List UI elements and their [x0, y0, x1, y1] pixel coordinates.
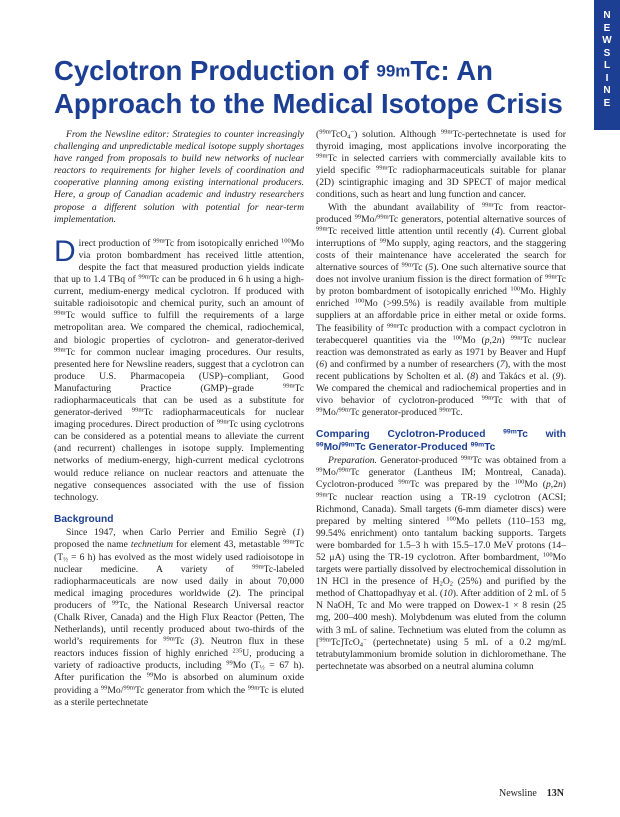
editor-intro: From the Newsline editor: Strategies to counter increasingly challenging and unpredictable medical isotope supply shortages have ranged from proposals to build new networks of nuclear reactors to requirements for higher levels of coordination and cooperative planning among existing international producers. Here, a group of Canadian academic and industry researchers propose a different solution with potential for near-term implementation. [54, 129, 304, 225]
article-title: Cyclotron Production of $^{99m}$Tc: An Approach to the Medical Isotope Crisis [54, 55, 563, 119]
right-paragraph-2: With the abundant availability of $^{99m}$Tc from reactor-produced $^{99}$Mo/$^{99m}$Tc generators, potential alternative sources of $^{99m}$Tc received little attention until recently (4). Current global interruptions of $^{99}$Mo supply, aging reactors, and the staggering costs of their maintenance have accelerated the search for alternative sources of $^{99m}$Tc (5). One such alternative source that does not involve uranium fission is the direct formation of $^{99m}$Tc by proton bombardment of isotopically enriched $^{100}$Mo. Highly enriched $^{100}$Mo (>99.5%) is readily available from multiple suppliers at an affordable price in either metal or oxide forms. The feasibility of $^{99m}$Tc production with a compact cyclotron in terabecquerel quantities via the $^{100}$Mo (p,2n) $^{99m}$Tc nuclear reaction was demonstrated as early as 1971 by Beaver and Hupf (6) and confirmed by a number of researchers (7), with the most recent publications by Scholten et al. (8) and Takács et al. (9). We compared the chemical and radiochemical properties and in vivo behavior of cyclotron-produced $^{99m}$Tc with that of $^{99}$Mo/$^{99m}$Tc generator-produced $^{99m}$Tc. [316, 201, 567, 419]
lead-paragraph [54, 234, 305, 504]
right-column [316, 129, 566, 673]
left-column [54, 129, 304, 709]
background-paragraph: Since 1947, when Carlo Perrier and Emilio Segrè (1) proposed the name technetium for element 43, metastable $^{99m}$Tc ($T_{\frac{1}{2}} = 6$ h) has evolved as the most widely used radioisotope in nuclear medicine. A variety of $^{99m}$Tc-labeled radiopharmaceuticals are now used daily in about 70,000 medical imaging procedures worldwide (2). The principal producers of $^{99}$Tc, the National Research Universal reactor (Chalk River, Canada) and the High Flux Reactor (Petten, The Netherlands), until recently produced about two-thirds of the world’s requirements for $^{99m}$Tc (3). Neutron flux in these reactors induces fission of highly enriched $^{235}$U, producing a variety of radioactive products, including $^{99}$Mo ($T_{\frac{1}{2}} = 67$ h). After purification the $^{99}$Mo is absorbed on aluminum oxide providing a $^{99}$Mo/$^{99m}$Tc generator from which the $^{99m}$Tc is eluted as a sterile pertechnetate [54, 527, 305, 708]
section-tab-label: N E W S L I N E [602, 10, 612, 109]
page-footer [499, 788, 564, 799]
preparation-paragraph: Preparation. Generator-produced $^{99m}$Tc was obtained from a $^{99}$Mo/$^{99m}$Tc generator (Lantheus IM; Montreal, Canada). Cyclotron-produced $^{99m}$Tc was prepared by the $^{100}$Mo (p,2n) $^{99m}$Tc nuclear reaction using a TR-19 cyclotron (ACSI; Richmond, Canada). Small targets (6-mm diameter discs) were prepared by melting sintered $^{100}$Mo pellets (110–153 mg, 99.54% enrichment) onto tantalum backing supports. Targets were bombarded for 1.5–3 h with 15.5–17.0 MeV protons (14–52 μA) using the TR-19 cyclotron. After bombardment, $^{100}$Mo targets were partially dissolved by electrochemical dissolution in 1N HCl in the presence of $H_2O_2$ (25%) and purified by the method of Chattopadhyay et al. (10). After addition of 2 mL of 5 N NaOH, Tc and Mo were trapped on Dowex-1 × 8 resin (25 mg, 200–400 mesh). Molybdenum was eluted from the column with 3 mL of saline. Technetium was eluted from the column as [$^{99m}$Tc]TcO$_4$− (pertechnetate) using 5 mL of a 0.2 mg/mL tetrabutylammonium bromide solution in dichloromethane. The pertechnetate was absorbed on a neutral alumina column [316, 454, 566, 672]
page-number: 13N [546, 788, 564, 799]
comparing-heading: Comparing Cyclotron-Produced $^{99m}$Tc with $^{99}$Mo/$^{99m}$Tc Generator-Produced $^{99m}$Tc [316, 428, 566, 453]
background-heading: Background [54, 513, 114, 525]
drop-cap: D [54, 234, 76, 268]
footer-section: Newsline [498, 788, 537, 799]
right-paragraph-1: ($^{99m}$TcO$_4$−) solution. Although $^{99m}$Tc-pertechnetate is used for thyroid imaging, most applications involve incorporating the $^{99m}$Tc in selected carriers with commercially available kits to yield specific $^{99m}$Tc radiopharmaceuticals suitable for planar (2D) scintigraphic imaging and 3D SPECT of major medical conditions, such as heart and lung function and cancer. [316, 128, 567, 201]
lead-text: irect production of $^{99m}$Tc from isotopically enriched $^{100}$Mo via proton bombardment has received little attention, despite the fact that measured production yields indicate that up to 1.4 TBq of $^{99m}$Tc can be produced in 6 h using a high-current, medium-energy medical cyclotron. If produced with suitable radioisotopic and chemical purity, such an amount of $^{99m}$Tc would suffice to fulfill the requirements of a large metropolitan area. We compared the chemical, radiochemical, and biologic properties of cyclotron- and generator-derived $^{99m}$Tc for common nuclear imaging procedures. Our results, presented here for Newsline readers, suggest that a cyclotron can produce U.S. Pharmacopeia (USP)–compliant, Good Manufacturing Practice (GMP)–grade $^{99m}$Tc radiopharmaceuticals that can be used as a substitute for generator-derived $^{99m}$Tc radiopharmaceuticals for nuclear imaging procedures. Direct production of $^{99m}$Tc using cyclotrons can be considered as a potential means to alleviate the current (and recurrent) challenges in isotope supply. Implementing networks of medium-energy, high-current medical cyclotrons would reduce reliance on nuclear reactors and attenuate the negative consequences associated with the use of fission technology. [54, 237, 305, 503]
